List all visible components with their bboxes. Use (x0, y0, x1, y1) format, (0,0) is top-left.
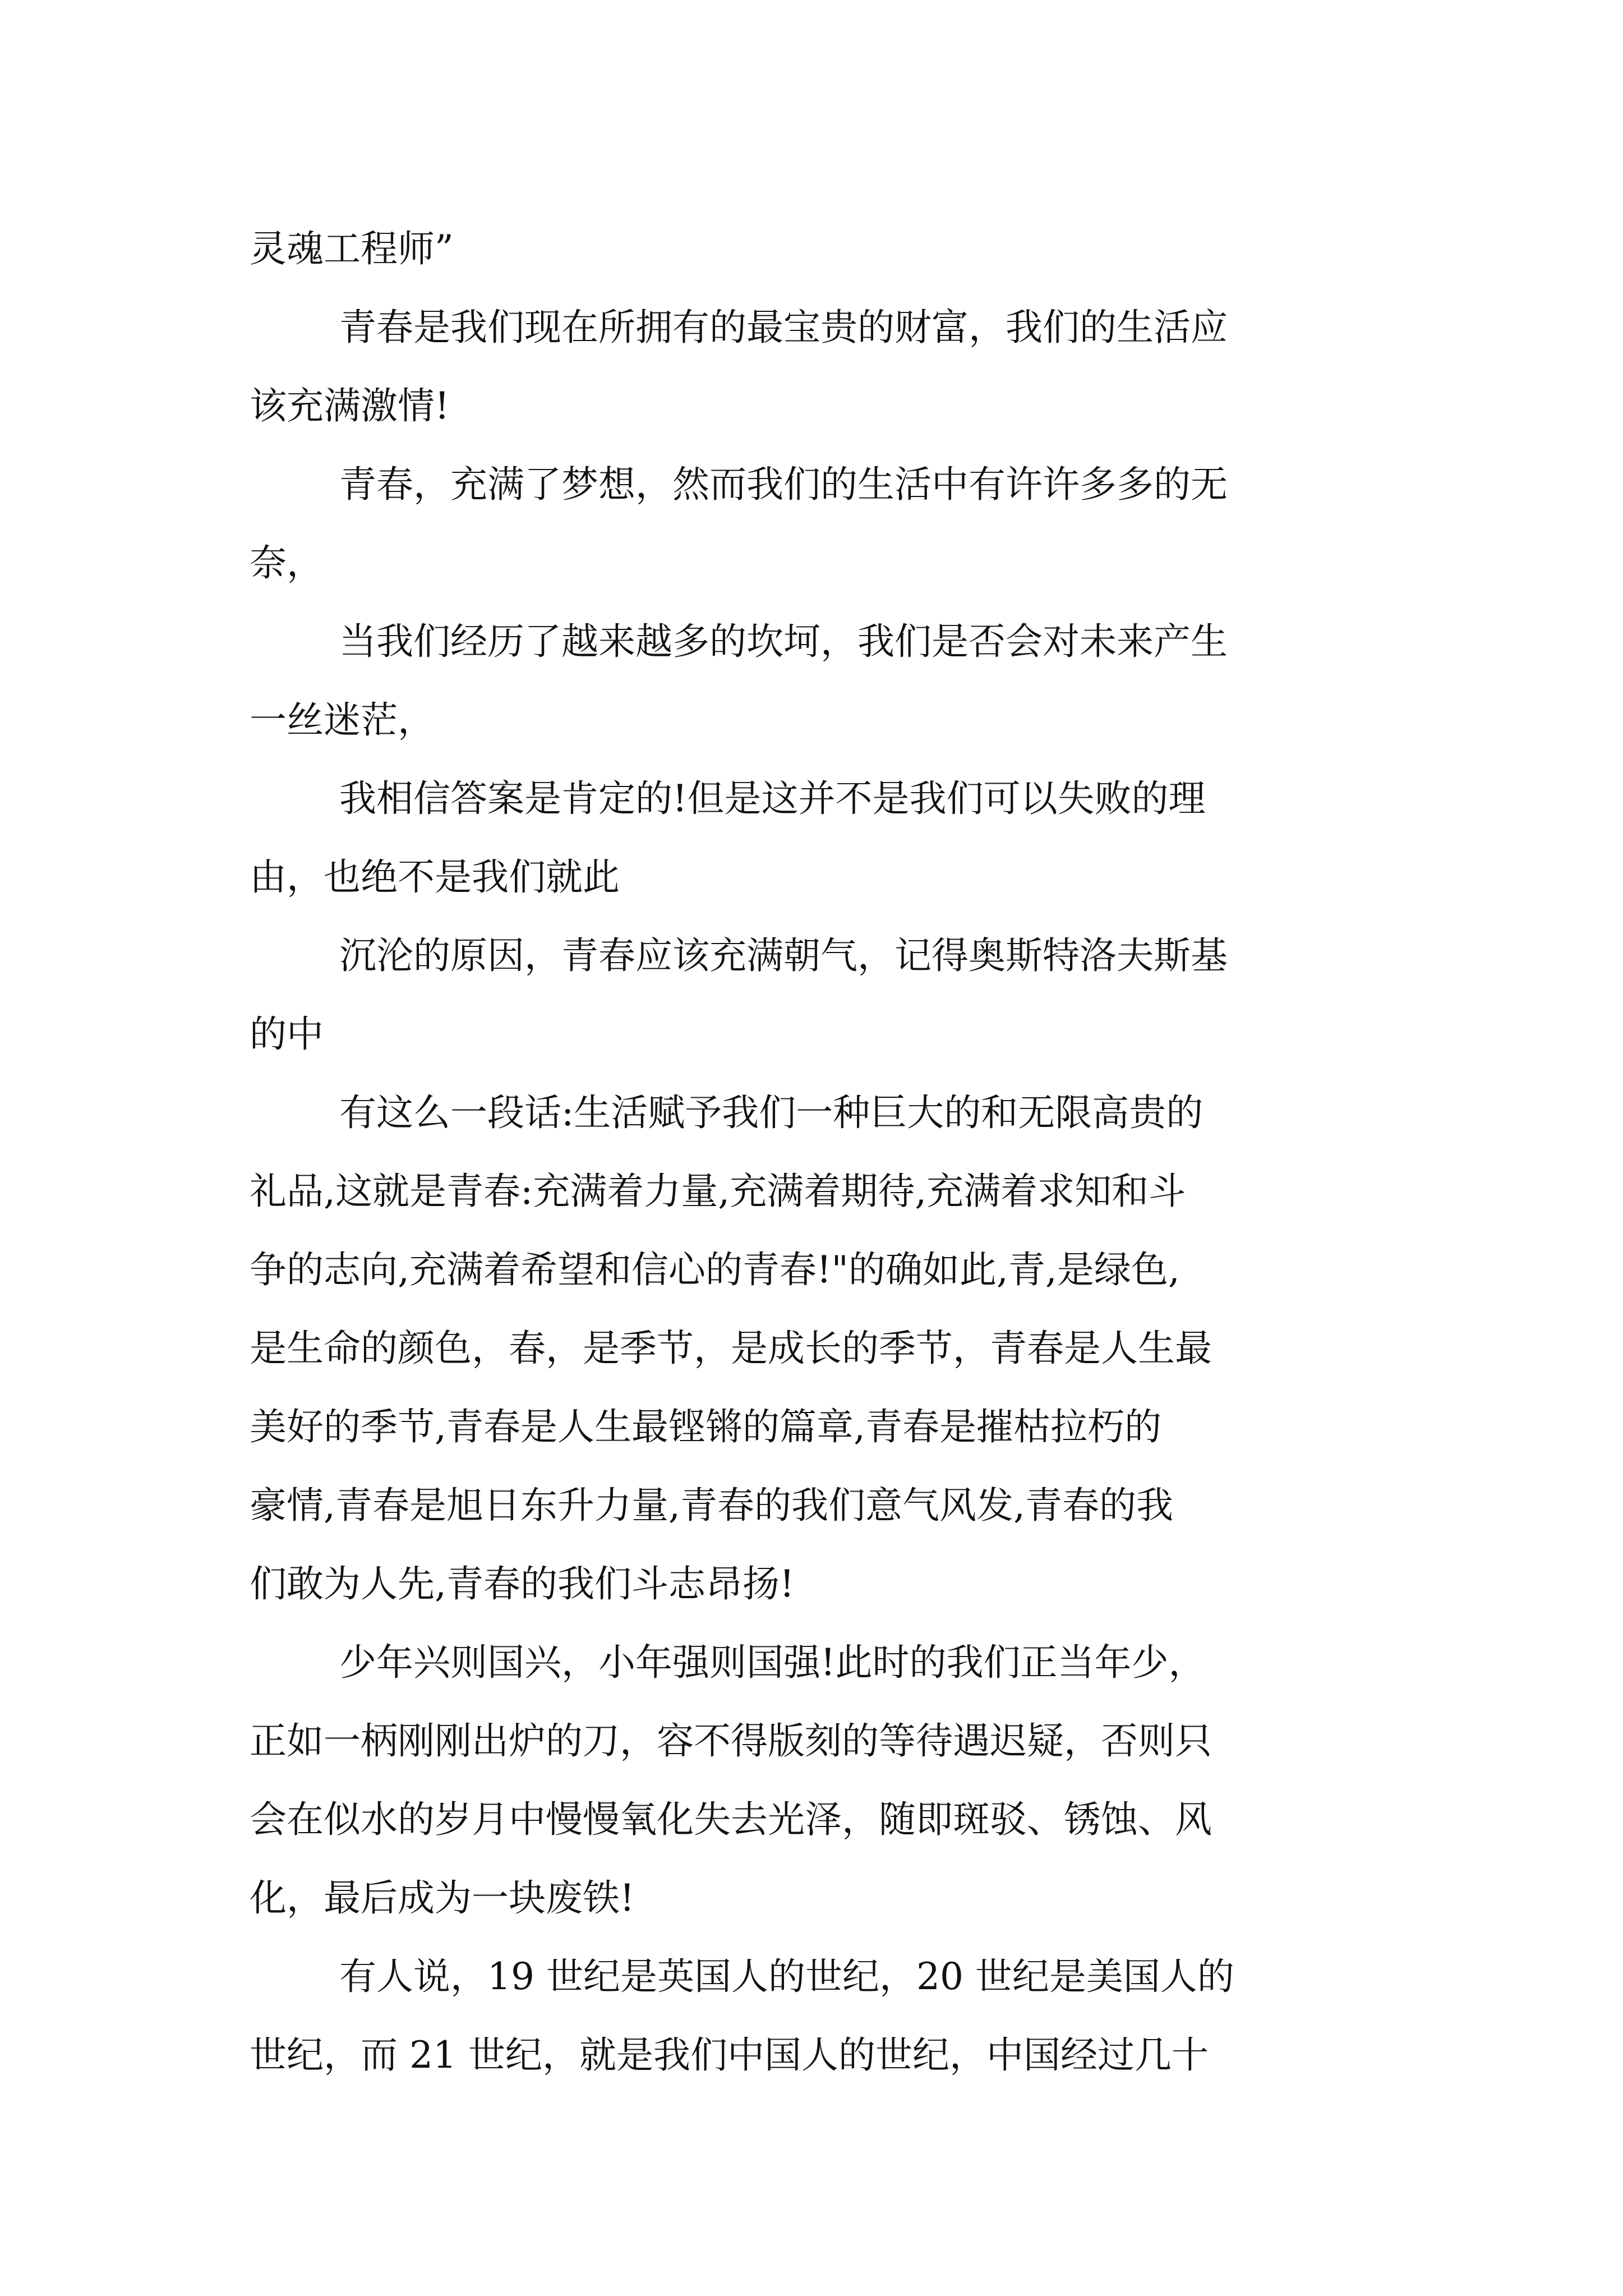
text-line: 奈， (250, 541, 324, 585)
text-line: 世纪，而 21 世纪，就是我们中国人的世纪，中国经过几十 (250, 2033, 1209, 2077)
paragraph-first-line: 沉沦的原因，青春应该充满朝气，记得奥斯特洛夫斯基 (339, 934, 1228, 977)
text-line: 会在似水的岁月中慢慢氧化失去光泽，随即斑驳、锈蚀、风 (250, 1798, 1212, 1841)
text-line: 灵魂工程师” (250, 227, 454, 270)
text-line: 豪情,青春是旭日东升力量,青春的我们意气风发,青春的我 (250, 1484, 1173, 1527)
text-line: 争的志向,充满着希望和信心的青春!"的确如此,青,是绿色, (250, 1248, 1180, 1291)
text-line: 一丝迷茫， (250, 698, 435, 742)
text-line: 是生命的颜色，春，是季节，是成长的季节，青春是人生最 (250, 1327, 1212, 1370)
paragraph-first-line: 有人说，19 世纪是英国人的世纪，20 世纪是美国人的 (339, 1955, 1234, 1998)
text-line: 们敢为人先,青春的我们斗志昂扬! (250, 1562, 795, 1605)
paragraph-first-line: 有这么一段话:生活赋予我们一种巨大的和无限高贵的 (339, 1091, 1204, 1134)
text-line: 正如一柄刚刚出炉的刀，容不得版刻的等待遇迟疑，否则只 (250, 1719, 1212, 1763)
paragraph-first-line: 当我们经历了越来越多的坎坷，我们是否会对未来产生 (339, 620, 1228, 663)
text-line: 礼品,这就是青春:充满着力量,充满着期待,充满着求知和斗 (250, 1170, 1186, 1213)
text-line: 的中 (250, 1013, 324, 1056)
text-line: 由，也绝不是我们就此 (250, 855, 620, 899)
paragraph-first-line: 我相信答案是肯定的!但是这并不是我们可以失败的理 (339, 777, 1206, 820)
paragraph-first-line: 青春，充满了梦想，然而我们的生活中有许许多多的无 (339, 463, 1228, 506)
text-line: 化，最后成为一块废铁! (250, 1876, 635, 1920)
paragraph-first-line: 少年兴则国兴，小年强则国强!此时的我们正当年少， (339, 1641, 1206, 1684)
text-line: 美好的季节,青春是人生最铿锵的篇章,青春是摧枯拉朽的 (250, 1405, 1161, 1448)
text-line: 该充满激情! (250, 384, 450, 427)
paragraph-first-line: 青春是我们现在所拥有的最宝贵的财富，我们的生活应 (339, 306, 1228, 349)
